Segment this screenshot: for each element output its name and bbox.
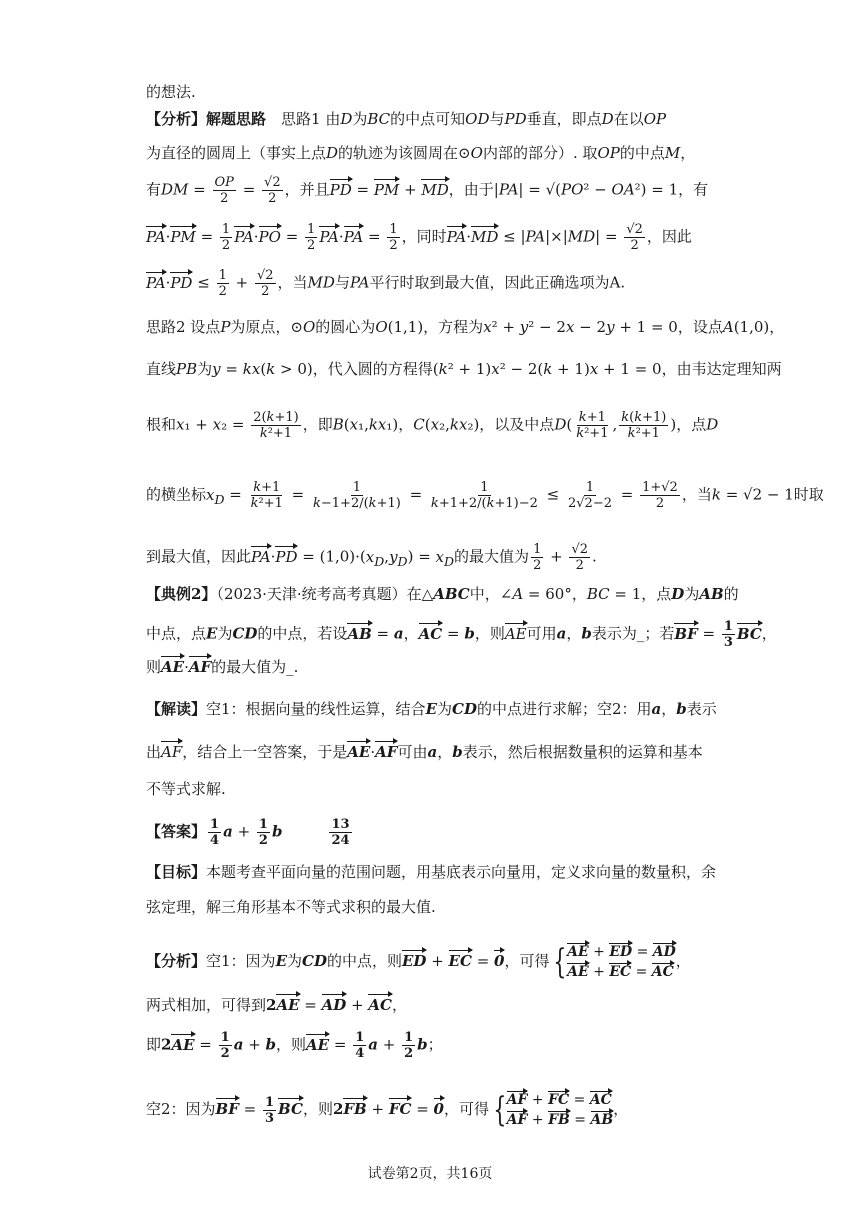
- text-line: 直线PB为y = kx(k > 0)，代入圆的方程得(k² + 1)x² − 2(k + 1)x + 1 = 0，由韦达定理知两: [146, 360, 782, 378]
- text-line: PA·PM = $\frac{1}{2}$ PA·PO = $\frac{1}{2}$ PA·PA = $\frac{1}{2}$ ，同时PA·MD ≤ |PA|×|MD| = $\frac{√2}{2}$ ，因此: [146, 222, 692, 253]
- text-line: 根和x₁ + x₂ = $\frac{2(k+1)}{\text{k²+1}}$ ，即B(x₁,kx₁)，C(x₂,kx₂)，以及中点D( $\frac{k+1}{\text{k²+1}}$ , $\frac{k(k+1)}{\text{k²+1}}$ )，点D: [146, 410, 719, 441]
- text-line: 的横坐标$x_D$ = $\frac{k+1}{\text{k²+1}}$ = $\frac{1}{k-1+2/(k+1)}$ = $\frac{1}{k+1+2/(k+1)-2}$ ≤ $\frac{1}{2√2-2}$ = $\frac{1+√2}{2}$ ，当k = √2 − 1时取: [146, 480, 824, 511]
- page-footer: 试卷第2页，共16页: [367, 1166, 493, 1182]
- text-line: 【分析】解题思路 思路1 由D为BC的中点可知OD与PD垂直，即点D在以OP: [146, 110, 667, 128]
- text-line: 出AF，结合上一空答案，于是AE·AF可由a，b表示，然后根据数量积的运算和基本: [146, 740, 710, 764]
- text-line: 【典例2】（2023·天津·统考高考真题）在△ABC中，∠A = 60°，BC = 1，点D为AB的: [146, 585, 739, 603]
- text-line: 即2AE = $\frac{1}{2}$ a + b，则AE = $\frac{1}{4}$ a + $\frac{1}{2}$ b；: [146, 1030, 443, 1061]
- text-line: 【答案】 $\frac{1}{4}$ a + $\frac{1}{2}$ b $\frac{13}{24}$: [146, 817, 350, 848]
- text-line: 的想法.: [146, 83, 196, 101]
- text-line: 弦定理，解三角形基本不等式求积的最大值.: [146, 898, 436, 916]
- text-line: 【解读】空1：根据向量的线性运算，结合E为CD的中点进行求解；空2：用a，b表示: [146, 700, 717, 718]
- text-line: 两式相加，可得到2AE = AD + AC，: [146, 993, 710, 1017]
- text-line: 到最大值，因此$PA\cdot PD = (1,0)\cdot(x_D,y_D) = x_D$的最大值为 $\frac{1}{2}$ + $\frac{√2}{2}$ .: [146, 542, 597, 573]
- text-line: 思路2 设点P为原点，⊙O的圆心为O(1,1)，方程为x² + y² − 2x − 2y + 1 = 0，设点A(1,0)，: [146, 318, 785, 336]
- text-line: 则AE·AF的最大值为_.: [146, 655, 710, 679]
- text-line: 空2：因为BF = $\frac{1}{3}$ BC，则2FB + FC = 0，可得 { AF + FC = AC AF + FB = AB ，: [146, 1090, 629, 1130]
- text-line: 【分析】空1：因为E为CD的中点，则ED + EC = 0，可得 { AE + ED = AD AE + EC = AC ，: [146, 942, 691, 982]
- text-line: 为直径的圆周上（事实上点D的轨迹为该圆周在⊙O内部的部分）. 取OP的中点M，: [146, 144, 696, 162]
- text-line: PA·PD ≤ $\frac{1}{2}$ + $\frac{√2}{2}$ ，当MD与PA平行时取到最大值，因此正确选项为A.: [146, 268, 626, 299]
- text-line: 不等式求解.: [146, 780, 226, 798]
- text-line: 【目标】本题考查平面向量的范围问题，用基底表示向量用，定义求向量的数量积，余: [146, 863, 717, 881]
- text-line: 中点，点E为CD的中点，若设AB = a，AC = b，则AE可用a，b表示为_；若BF = $\frac{1}{3}$ BC，: [146, 619, 777, 650]
- text-line: 有DM = $\frac{OP}{2}$ = $\frac{√2}{2}$ ，并且PD = PM + MD，由于|PA| = √(PO² − OA²) = 1，有: [146, 175, 709, 206]
